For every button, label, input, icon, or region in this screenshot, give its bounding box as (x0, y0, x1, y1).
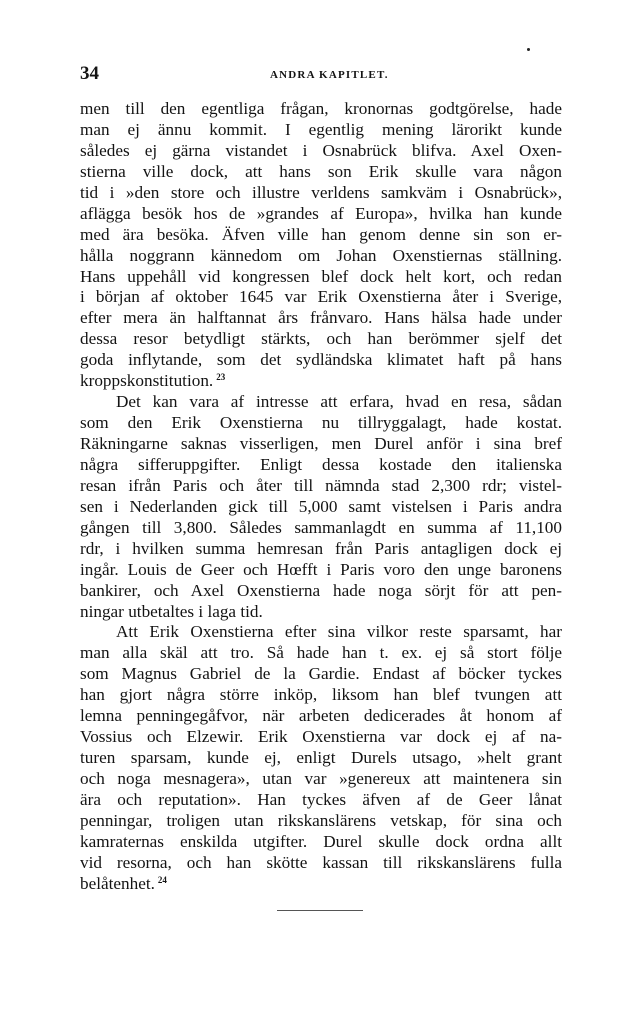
text-line: Räkningarne saknas visserligen, men Durel anför i sina bref (80, 434, 562, 453)
text-line: Att Erik Oxenstierna efter sina vilkor reste sparsamt, har (116, 622, 562, 642)
text-line: hålla noggrann kännedom om Johan Oxenstiernas ställning. (80, 245, 562, 265)
text-line: Vossius och Elzewir. Erik Oxenstierna var dock ej af na- (80, 727, 562, 747)
text-line: sen i Nederlanden gick till 5,000 samt vistelsen i Paris andra (80, 496, 562, 516)
text-line: och noga mesnagera», utan var »genereux att maintenera sin (80, 769, 562, 788)
text-line: ingår. Louis de Geer och Hœfft i Paris voro den unge baronens (80, 559, 562, 579)
footnote-reference: 24 (157, 874, 167, 885)
text-line: som Magnus Gabriel de la Gardie. Endast af böcker tyckes (80, 664, 562, 684)
text-line: stierna ville dock, att hans son Erik skulle vara någon (80, 161, 562, 181)
text-line: men till den egentliga frågan, kronornas godtgörelse, hade (80, 99, 562, 118)
page-header (80, 63, 562, 87)
text-line: goda inflytande, som det sydländska klimatet haft på hans (80, 350, 562, 370)
text-line: han gjort några större inköp, liksom han blef tvungen att (80, 685, 562, 705)
footnote-separator (277, 910, 363, 911)
page-number: 34 (80, 63, 99, 84)
body-text (80, 99, 562, 895)
text-line: gången till 3,800. Således sammanlagdt en summa af 11,100 (80, 517, 562, 537)
print-speck (527, 48, 530, 51)
paragraph (80, 392, 562, 622)
text-line: ära och reputation». Han tyckes äfven af de Geer lånat (80, 789, 562, 809)
text-line: resan ifrån Paris och åter till nämnda stad 2,300 rdr; vistel- (80, 475, 562, 495)
text-line: som den Erik Oxenstierna nu tillryggalagt, hade kostat. (80, 413, 562, 433)
text-line: tid i »den store och illustre verldens samkväm i Osnabrück», (80, 182, 562, 202)
text-line: man alla skäl att tro. Så hade han t. ex. ej så stort följe (80, 643, 562, 663)
text-line: lemna penningegåfvor, när arbeten dedicerades åt honom af (80, 706, 562, 726)
text-line: i början af oktober 1645 var Erik Oxenstierna åter i Sverige, (80, 287, 562, 307)
text-line: Det kan vara af intresse att erfara, hvad en resa, sådan (116, 392, 562, 412)
text-line: några sifferuppgifter. Enligt dessa kostade den italienska (80, 454, 562, 474)
text-line: turen sparsam, kunde ej, enligt Durels utsago, »helt grant (80, 748, 562, 768)
text-line: ningar utbetaltes i laga tid. (80, 601, 263, 621)
text-line: kroppskonstitution. $^{23}$ (80, 371, 226, 391)
text-line: man ej ännu kommit. I egentlig mening lärorikt kunde (80, 119, 562, 139)
running-head: ANDRA KAPITLET. (270, 69, 389, 81)
text-line: penningar, troligen utan rikskanslärens vetskap, för sina och (80, 810, 562, 830)
text-line: efter mera än halftannat års frånvaro. Hans hälsa hade under (80, 308, 562, 328)
paragraph (80, 99, 562, 392)
text-line: rdr, i hvilken summa hemresan från Paris antagligen dock ej (80, 538, 562, 558)
text-line: bankirer, och Axel Oxenstierna hade noga sörjt för att pen- (80, 580, 562, 600)
text-line: Hans uppehåll vid kongressen blef dock helt kort, och redan (80, 266, 562, 286)
text-line: belåtenhet. $^{24}$ (80, 873, 167, 893)
text-line: dessa resor betydligt stärkts, och han berömmer sjelf det (80, 329, 562, 349)
footnote-reference: 23 (216, 372, 226, 383)
paragraph (80, 622, 562, 894)
text-line: med ära besöka. Äfven ville han genom denne sin son er- (80, 224, 562, 244)
text-line: således ej gärna vistandet i Osnabrück blifva. Axel Oxen- (80, 140, 562, 160)
text-line: kamraternas enskilda utgifter. Durel skulle dock ordna allt (80, 831, 562, 851)
text-line: aflägga besök hos de »grandes af Europa», hvilka han kunde (80, 203, 562, 223)
text-line: vid resorna, och han skötte kassan till rikskanslärens fulla (80, 852, 562, 872)
